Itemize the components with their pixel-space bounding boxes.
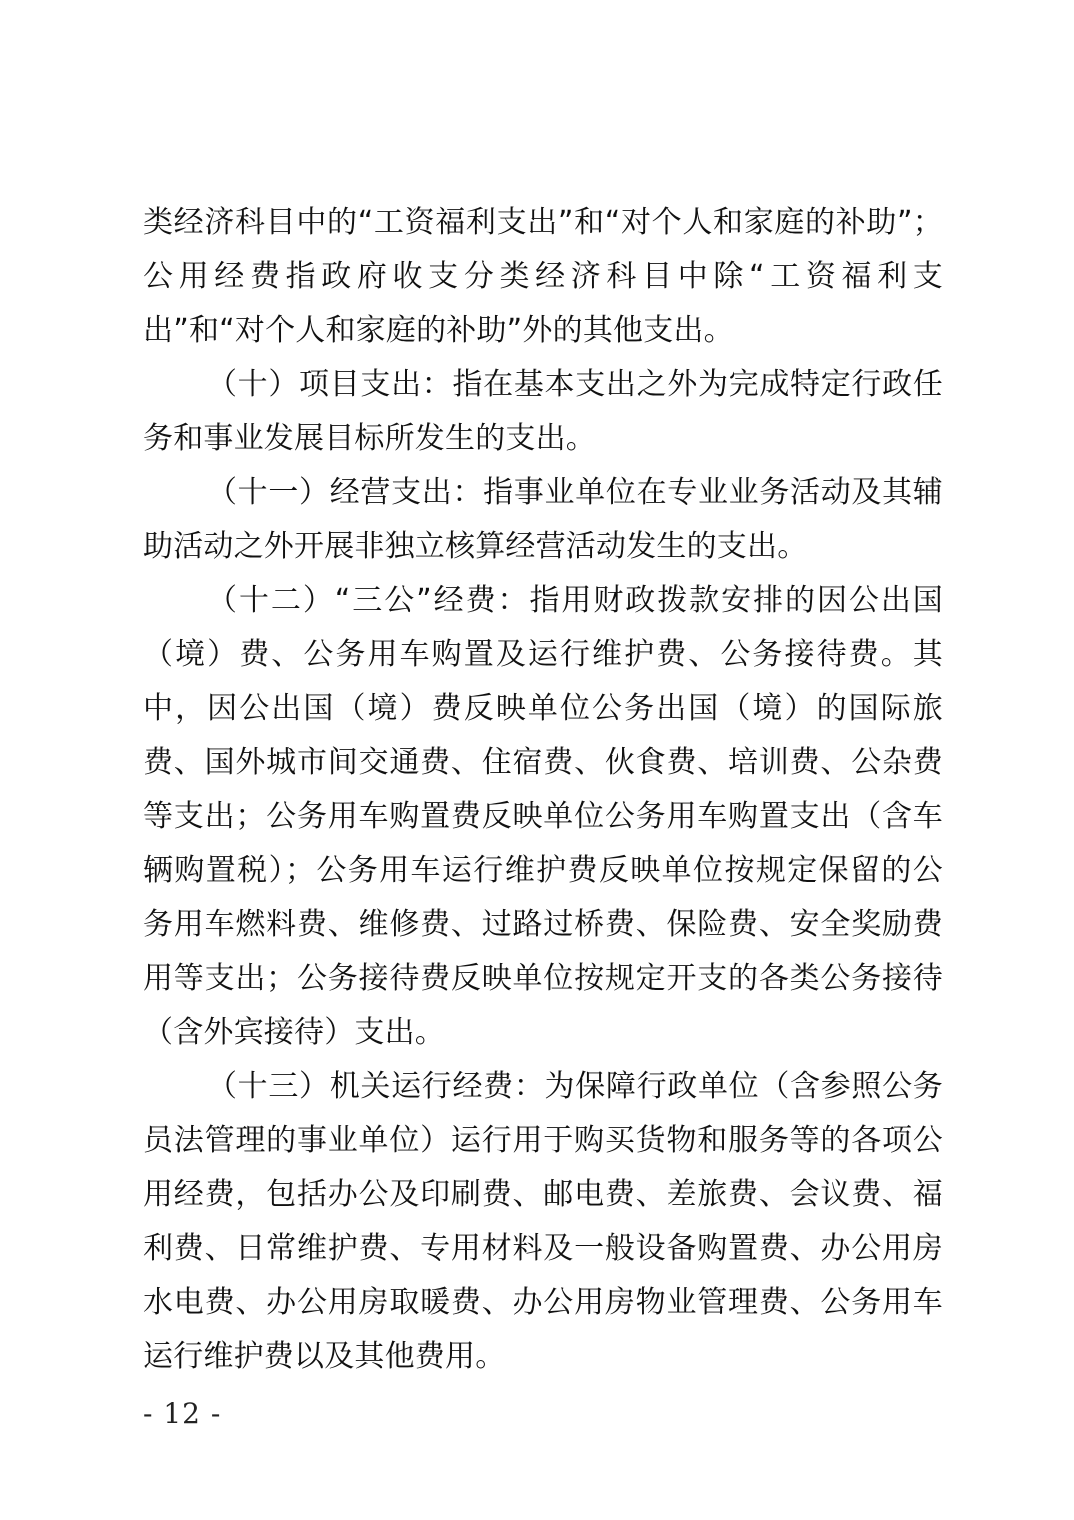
paragraph-continuation: 类经济科目中的“工资福利支出”和“对个人和家庭的补助”；公用经费指政府收支分类经济科目中除“工资福利支出”和“对个人和家庭的补助”外的其他支出。	[143, 205, 943, 348]
paragraph-item-11: （十一）经营支出：指事业单位在专业业务活动及其辅助活动之外开展非独立核算经营活动发生的支出。	[143, 475, 943, 564]
page-number: - 12 -	[143, 1397, 222, 1430]
paragraph-item-13: （十三）机关运行经费：为保障行政单位（含参照公务员法管理的事业单位）运行用于购买货物和服务等的各项公用经费，包括办公及印刷费、邮电费、差旅费、会议费、福利费、日常维护费、专用材料及一般设备购置费、办公用房水电费、办公用房取暖费、办公用房物业管理费、公务用车运行维护费以及其他费用。	[143, 1069, 943, 1374]
document-body	[143, 196, 943, 1384]
paragraph-item-10: （十）项目支出：指在基本支出之外为完成特定行政任务和事业发展目标所发生的支出。	[143, 367, 943, 456]
paragraph-item-12: （十二）“三公”经费：指用财政拨款安排的因公出国（境）费、公务用车购置及运行维护费、公务接待费。其中，因公出国（境）费反映单位公务出国（境）的国际旅费、国外城市间交通费、住宿费、伙食费、培训费、公杂费等支出；公务用车购置费反映单位公务用车购置支出（含车辆购置税）；公务用车运行维护费反映单位按规定保留的公务用车燃料费、维修费、过路过桥费、保险费、安全奖励费用等支出；公务接待费反映单位按规定开支的各类公务接待（含外宾接待）支出。	[143, 583, 943, 1050]
